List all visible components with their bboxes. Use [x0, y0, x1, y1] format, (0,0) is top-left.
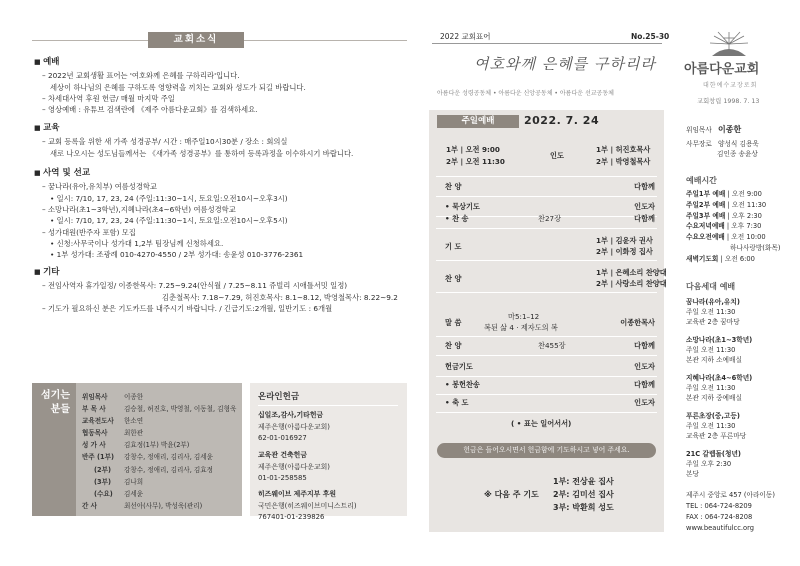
pastor-line	[686, 125, 741, 136]
next-gen-detail: 주일 오전 11:30	[686, 308, 736, 317]
order-detail: 찬455장	[538, 341, 566, 350]
staff-names: 김나희	[124, 477, 144, 486]
worship-heading: ■ 예배	[34, 56, 414, 68]
website-link[interactable]: www.beautifulcc.org	[686, 524, 754, 532]
office-names: 양성식 김용욱	[717, 140, 759, 148]
next-gen-detail: 교육관 2층 꿈마당	[686, 318, 740, 327]
news-etc	[34, 266, 414, 314]
staff-names: 강창수, 정애리, 김리사, 김효정	[124, 465, 214, 474]
invocation-leader: 2부 | 박영철목사	[596, 157, 651, 166]
staff-row	[82, 464, 242, 476]
worship-time-row	[730, 243, 780, 254]
order-item: • 묵상기도	[445, 202, 480, 211]
order-item: • 찬 송	[445, 214, 469, 223]
church-logo-icon	[706, 30, 752, 60]
staff-names: 한소연	[124, 417, 144, 426]
worship-time-name: 주일3부 예배	[686, 211, 726, 220]
worship-time-row: 주일1부 예배 | 오전 9:00	[686, 190, 762, 198]
online-account: 62-01-016927	[258, 434, 307, 442]
news-line: – 꿈나라(유아,유치부) 여름성경학교	[42, 182, 157, 192]
worship-time-value: 하나사랑방(화목)	[730, 244, 781, 252]
worship-time-name: 수요오전예배	[686, 233, 725, 242]
news-line: 새로 나오시는 성도님들께서는 《새가족 성경공부》를 통하여 등록과정을 이수하시기 바랍니다.	[50, 148, 354, 158]
row-divider	[436, 260, 657, 261]
order-leader: 인도자	[634, 362, 655, 371]
next-gen-detail: 본관 지하 중예배실	[686, 394, 742, 403]
row-divider	[436, 196, 657, 197]
office-names: 김인종 송윤상	[717, 150, 758, 158]
order-item: 헌금기도	[445, 362, 473, 371]
motto-calligraphy: 여호와께 은혜를 구하리라	[474, 55, 656, 73]
news-line: – 교회 등록을 위한 새 가족 성경공부/ 시간 : 매주일10시30분 / 장소 : 회의실	[42, 137, 288, 147]
next-gen-detail: 주일 오전 11:30	[686, 422, 736, 431]
staff-row	[82, 403, 242, 415]
church-founded: 교회창립 1998. 7. 13	[697, 98, 760, 105]
news-line: – 소망나라(초1~3학년),지혜나라(초4~6학년) 여름성경학교	[42, 204, 236, 214]
online-account: 767401-01-239826	[258, 513, 325, 521]
order-leader: 다함께	[634, 341, 655, 350]
next-gen-detail: 주일 오후 2:30	[686, 460, 732, 469]
next-prayer: 3부: 박환희 성도	[553, 503, 614, 512]
order-item: • 축 도	[445, 398, 469, 407]
pastor-name: 이종한	[717, 125, 742, 134]
order-detail: 찬27장	[538, 214, 562, 223]
fax: FAX : 064-724-8208	[686, 513, 753, 521]
staff-row	[82, 451, 242, 463]
order-item: • 봉헌찬송	[445, 380, 480, 389]
news-line: 김춘철목사: 7.18~7.29, 허진호목사: 8.1~8.12, 박영철목사: 8.22~9.2	[162, 292, 398, 302]
pastor-label: 위임목사	[686, 126, 712, 134]
worship-time-name: 수요저녁예배	[686, 222, 725, 231]
service-time: 2부 | 오전 11:30	[446, 157, 505, 166]
staff-role: 교육전도사	[82, 417, 114, 426]
row-divider	[436, 394, 657, 395]
staff-role: 위임목사	[82, 393, 108, 401]
worship-time-value: 오전 11:30	[731, 200, 767, 209]
worship-time-value: 오전 6:00	[724, 254, 755, 263]
motto-subtitle: 아름다운 성령공동체 • 아름다운 신앙공동체 • 아름다운 선교공동체	[437, 90, 614, 97]
worship-time-value: 오후 7:30	[731, 222, 762, 231]
staff-role: (2부)	[94, 465, 111, 474]
staff-row	[82, 476, 242, 488]
mission-heading: ■ 사역 및 선교	[34, 167, 414, 179]
etc-heading: ■ 기타	[34, 266, 414, 278]
worship-tag: 주일예배	[437, 115, 519, 128]
next-gen-name: 21C 갈렙돌(청년)	[686, 450, 741, 458]
next-prayer-label: ※ 다음 주 기도	[484, 490, 539, 499]
staff-row	[82, 439, 242, 451]
staff-role: 반주 (1부)	[82, 453, 115, 462]
order-item: 찬 양	[445, 274, 462, 283]
worship-time-value: 오전 10:00	[731, 233, 766, 242]
order-leader: 1부 | 김윤자 권사	[596, 236, 653, 245]
worship-time-row: 주일2부 예배 | 오전 11:30	[686, 200, 767, 209]
news-line: – 성가대원(반주자 포함) 모집	[42, 227, 136, 237]
row-divider	[436, 376, 657, 377]
staff-row	[82, 488, 242, 500]
staff-row	[82, 500, 242, 512]
worship-time-row: 새벽기도회 | 오전 6:00	[686, 254, 755, 263]
church-denomination: 대한예수교장로회	[703, 82, 758, 89]
order-leader: 인도자	[634, 398, 655, 407]
staff-role: 부 목 사	[82, 405, 106, 414]
staff-names: 김효정(1부) 박윤(2부)	[124, 441, 190, 450]
news-line: • 일시: 7/10, 17, 23, 24 (주일:11:30~1시, 토요일:오전10시~오후5시)	[50, 216, 288, 226]
staff-list	[82, 391, 242, 512]
staff-heading-line: 섬기는	[41, 390, 70, 401]
staff-names: 김세윤	[124, 489, 144, 498]
online-bank: 제주은행(아름다운교회)	[258, 422, 330, 431]
office-label: 사무장로	[686, 140, 712, 148]
order-item: 찬 양	[445, 341, 462, 350]
order-leader: 2부 | 사랑소리 찬양대	[596, 279, 667, 288]
worship-time-row: 주일3부 예배 | 오후 2:30	[686, 211, 762, 220]
next-gen-detail: 본관 지하 소예배실	[686, 356, 742, 365]
news-line: – 2022년 교회생활 표어는 '여호와께 은혜를 구하리라'입니다.	[42, 71, 240, 81]
staff-row	[82, 427, 242, 439]
row-divider	[436, 228, 657, 229]
worship-time-value: 오전 9:00	[731, 190, 762, 198]
online-divider	[258, 405, 398, 406]
next-gen-heading: 다음세대 예배	[686, 282, 736, 291]
worship-time-row: 수요저녁예배 | 오후 7:30	[686, 222, 762, 231]
news-line: • 신청:사무국이나 성가대 1,2부 팀장님께 신청하세요.	[50, 238, 224, 248]
order-leader: 인도자	[634, 202, 655, 211]
online-block	[258, 410, 330, 445]
church-name: 아름다운교회	[684, 62, 760, 77]
next-prayer: 1부: 전상윤 집사	[553, 477, 614, 486]
order-leader: 다함께	[634, 214, 655, 223]
issue-number: No.25-30	[631, 32, 670, 41]
staff-heading-line: 분들	[50, 404, 70, 415]
service-time: 1부 | 오전 9:00	[446, 145, 500, 154]
news-line: – 기도가 필요하신 분은 기도카드를 내주시기 바랍니다. / 긴급기도:2개월, 일반기도 : 6개월	[42, 303, 333, 313]
news-education	[34, 122, 414, 159]
online-title: 교육관 건축헌금	[258, 451, 307, 459]
staff-role: 협동목사	[82, 429, 108, 438]
staff-names: 김승철, 허진호, 박영철, 이동철, 김형욱	[124, 405, 237, 414]
next-gen-detail: 교육관 2층 푸른마당	[686, 432, 747, 441]
worship-time-name: 주일2부 예배	[686, 200, 726, 209]
next-gen-detail: 주일 오전 11:30	[686, 384, 736, 393]
news-line: – 전임사역자 휴가일정/ 이종한목사: 7.25~9.24(안식월 / 7.25~8.11 쥬빌리 시애틀서밋 일정)	[42, 281, 348, 291]
staff-role: (수요)	[94, 489, 113, 498]
header-divider	[432, 43, 662, 44]
order-leader: 이종한목사	[620, 318, 655, 327]
staff-role: 간 사	[82, 501, 98, 510]
staff-row	[82, 391, 242, 403]
next-gen-detail: 본당	[686, 470, 699, 479]
next-gen-detail: 주일 오전 11:30	[686, 346, 736, 355]
news-title: 교회소식	[148, 32, 244, 48]
online-title: 히즈웨이브 제주지부 후원	[258, 490, 337, 498]
news-line: – 영상예배 : 유튜브 검색란에 《제주 아름다운교회》를 검색하세요.	[42, 105, 258, 115]
row-divider	[436, 292, 657, 293]
invocation-label: 인도	[550, 151, 564, 160]
order-item: 말 씀	[445, 318, 462, 327]
online-giving-heading: 온라인헌금	[258, 392, 300, 402]
order-leader: 다함께	[634, 182, 655, 191]
news-line: 세상이 하나님의 은혜를 구하도록 영향력을 끼치는 교회와 성도가 되길 바랍니다.	[50, 82, 306, 92]
offering-notice: 헌금은 들어오시면서 헌금함에 기도하시고 넣어 주세요.	[437, 443, 656, 458]
staff-names: 최선아(사무), 박성욱(관리)	[124, 501, 203, 510]
online-block	[258, 489, 357, 524]
order-item: 찬 양	[445, 182, 462, 191]
row-divider	[436, 176, 657, 177]
online-block	[258, 450, 330, 485]
address: 제주시 중앙로 457 (아라이동)	[686, 491, 775, 499]
staff-names: 강창수, 정애리, 김리사, 김세윤	[124, 453, 214, 462]
order-detail: 마5:1–12	[508, 312, 540, 321]
times-heading: 예배시간	[686, 176, 717, 185]
worship-time-value: 오후 2:30	[731, 211, 762, 220]
staff-row	[82, 415, 242, 427]
worship-time-name: 주일1부 예배	[686, 190, 726, 198]
worship-time-row: 수요오전예배 | 오전 10:00	[686, 233, 766, 242]
phone: TEL : 064-724-8209	[686, 502, 752, 510]
staff-heading	[32, 383, 76, 516]
online-bank: 국민은행(히즈웨이브미니스트리)	[258, 501, 357, 510]
news-line: – 차세대사역 후원 헌금/ 매월 마지막 주일	[42, 93, 175, 103]
staff-names: 최한관	[124, 429, 144, 438]
worship-date: 2022. 7. 24	[524, 114, 600, 127]
row-divider	[436, 412, 657, 413]
motto-label: 2022 교회표어	[440, 32, 491, 41]
news-line: • 일시: 7/10, 17, 23, 24 (주일:11:30~1시, 토요일:오전10시~오후3시)	[50, 193, 288, 203]
news-worship	[34, 56, 414, 116]
order-leader: 1부 | 은혜소리 찬양대	[596, 268, 667, 277]
row-divider	[436, 336, 657, 337]
order-item: 기 도	[445, 242, 462, 251]
staff-role: 성 가 사	[82, 441, 106, 450]
news-mission	[34, 167, 414, 260]
next-gen-name: 소망나라(초1~3학년)	[686, 336, 753, 344]
invocation-leader: 1부 | 허진호목사	[596, 145, 651, 154]
order-detail: 복된 삶 4 · 제자도의 복	[484, 323, 558, 332]
online-account: 01-01-258585	[258, 474, 307, 482]
row-divider	[436, 355, 657, 356]
next-gen-name: 지혜나라(초4~6학년)	[686, 374, 753, 382]
order-leader: 다함께	[634, 380, 655, 389]
staff-role: (3부)	[94, 477, 111, 486]
online-bank: 제주은행(아름다운교회)	[258, 462, 330, 471]
next-gen-name: 푸른초장(중,고등)	[686, 412, 740, 420]
order-leader: 2부 | 이화정 집사	[596, 247, 653, 256]
education-heading: ■ 교육	[34, 122, 414, 134]
worship-time-name: 새벽기도회	[686, 254, 719, 263]
online-title: 십일조,감사,기타헌금	[258, 411, 324, 419]
next-prayer: 2부: 김미선 집사	[553, 490, 614, 499]
next-gen-name: 꿈나라(유아,유치)	[686, 298, 740, 306]
stand-note: ( • 표는 일어서서)	[511, 419, 572, 428]
staff-names: 이종한	[124, 393, 144, 401]
news-line: • 1부 성가대: 조광례 010-4270-4550 / 2부 성가대: 송윤성 010-3776-2361	[50, 250, 304, 260]
